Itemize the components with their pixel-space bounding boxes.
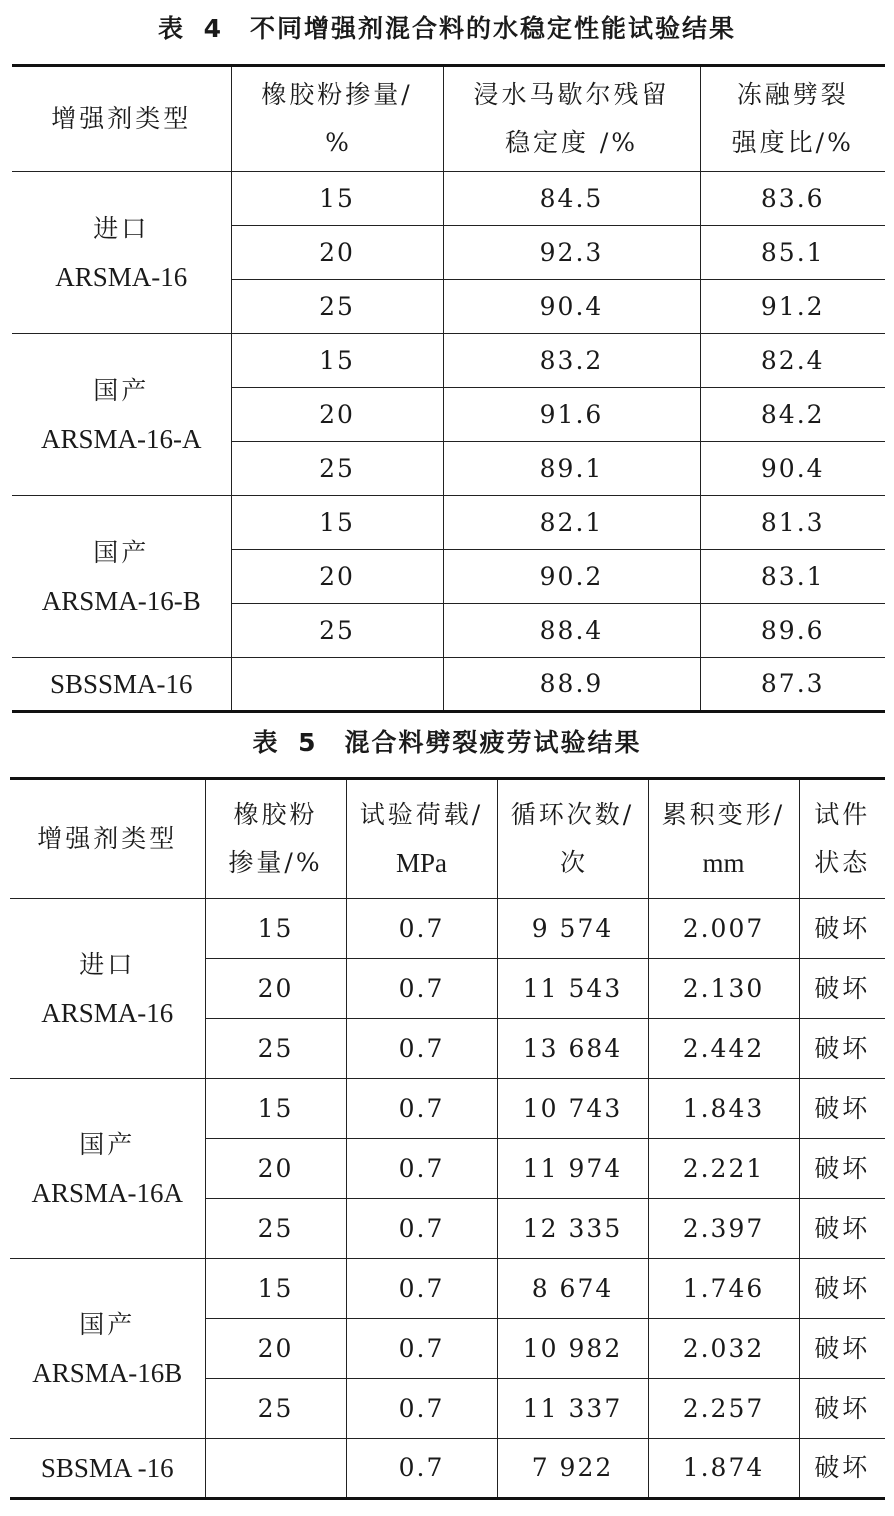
table-row xyxy=(10,1439,885,1499)
state-cell: 破坏 xyxy=(799,1079,885,1139)
marshall-cell: 92.3 xyxy=(443,226,700,280)
cycles-cell: 9 574 xyxy=(497,899,648,959)
header-specimen-state xyxy=(799,779,885,899)
cycles-cell: 8 674 xyxy=(497,1259,648,1319)
table4-water-stability xyxy=(12,64,885,713)
deform-cell: 1.874 xyxy=(648,1439,799,1499)
deform-cell: 2.130 xyxy=(648,959,799,1019)
cycles-cell: 11 974 xyxy=(497,1139,648,1199)
table5-caption: 表 5 混合料劈裂疲劳试验结果 xyxy=(252,728,642,757)
cycles-cell: 7 922 xyxy=(497,1439,648,1499)
header-marshall-line1: 浸水马歇尔残留 xyxy=(473,80,670,109)
load-cell: 0.7 xyxy=(346,1439,497,1499)
header-load-line2: MPa xyxy=(395,848,447,878)
load-cell: 0.7 xyxy=(346,1139,497,1199)
header-freeze-line2: 强度比/% xyxy=(731,128,854,157)
header-deform-line1: 累积变形/ xyxy=(661,800,786,829)
rubber-cell: 15 xyxy=(231,496,443,550)
group-origin: 进口 xyxy=(93,213,150,243)
table-row xyxy=(12,658,885,712)
group-model: ARSMA-16A xyxy=(31,1177,184,1208)
deform-cell: 2.221 xyxy=(648,1139,799,1199)
deform-cell: 1.843 xyxy=(648,1079,799,1139)
marshall-cell: 83.2 xyxy=(443,334,700,388)
header-state-line1: 试件 xyxy=(814,800,871,829)
header-marshall-line2: 稳定度 /% xyxy=(504,128,639,157)
marshall-cell: 90.2 xyxy=(443,550,700,604)
marshall-cell: 88.4 xyxy=(443,604,700,658)
cycles-cell: 11 337 xyxy=(497,1379,648,1439)
rubber-cell: 15 xyxy=(205,1259,346,1319)
state-cell: 破坏 xyxy=(799,959,885,1019)
header-rubber-line1: 橡胶粉掺量/ xyxy=(261,80,413,109)
marshall-cell: 88.9 xyxy=(443,658,700,712)
header-freeze-thaw-ratio xyxy=(700,66,885,172)
header-cycles-line1: 循环次数/ xyxy=(510,800,635,829)
load-cell: 0.7 xyxy=(346,1019,497,1079)
marshall-cell: 91.6 xyxy=(443,388,700,442)
rubber-cell: 15 xyxy=(205,1079,346,1139)
rubber-cell: 25 xyxy=(205,1379,346,1439)
header-load-line1: 试验荷载/ xyxy=(359,800,484,829)
freeze-cell: 91.2 xyxy=(700,280,885,334)
freeze-cell: 82.4 xyxy=(700,334,885,388)
group-origin: 国产 xyxy=(93,537,150,567)
freeze-cell: 90.4 xyxy=(700,442,885,496)
rubber-cell: 20 xyxy=(205,1139,346,1199)
rubber-cell: 25 xyxy=(231,280,443,334)
table5-fatigue-results xyxy=(10,777,885,1500)
deform-cell: 2.397 xyxy=(648,1199,799,1259)
rubber-cell: 20 xyxy=(231,550,443,604)
group-label xyxy=(10,1079,205,1259)
header-rubber-line1: 橡胶粉 xyxy=(233,800,318,829)
load-cell: 0.7 xyxy=(346,1259,497,1319)
header-state-line2: 状态 xyxy=(814,848,871,877)
header-deformation xyxy=(648,779,799,899)
rubber-cell: 20 xyxy=(231,226,443,280)
marshall-cell: 90.4 xyxy=(443,280,700,334)
table-row xyxy=(12,496,885,550)
freeze-cell: 83.6 xyxy=(700,172,885,226)
state-cell: 破坏 xyxy=(799,1019,885,1079)
group-label xyxy=(10,1259,205,1439)
group-model: ARSMA-16B xyxy=(32,1357,183,1388)
rubber-cell: 20 xyxy=(231,388,443,442)
header-rubber-content xyxy=(205,779,346,899)
table4-header-row xyxy=(12,66,885,172)
group-model: ARSMA-16-A xyxy=(40,423,202,454)
cycles-cell: 11 543 xyxy=(497,959,648,1019)
rubber-cell: 15 xyxy=(231,334,443,388)
header-deform-line2: mm xyxy=(702,848,745,878)
state-cell: 破坏 xyxy=(799,1259,885,1319)
group-origin: 国产 xyxy=(79,1129,136,1159)
rubber-cell: 25 xyxy=(231,442,443,496)
marshall-cell: 84.5 xyxy=(443,172,700,226)
state-cell: 破坏 xyxy=(799,1139,885,1199)
table5-header-row xyxy=(10,779,885,899)
header-marshall-stability xyxy=(443,66,700,172)
group-label xyxy=(12,334,231,496)
cycles-cell: 13 684 xyxy=(497,1019,648,1079)
cycles-cell: 12 335 xyxy=(497,1199,648,1259)
group-origin: 国产 xyxy=(79,1309,136,1339)
rubber-cell: 15 xyxy=(231,172,443,226)
table-row xyxy=(12,172,885,226)
header-enhancer-type: 增强剂类型 xyxy=(10,779,205,899)
marshall-cell: 89.1 xyxy=(443,442,700,496)
header-rubber-line2: 掺量/% xyxy=(228,848,323,877)
marshall-cell: 82.1 xyxy=(443,496,700,550)
freeze-cell: 85.1 xyxy=(700,226,885,280)
deform-cell: 1.746 xyxy=(648,1259,799,1319)
load-cell: 0.7 xyxy=(346,1379,497,1439)
load-cell: 0.7 xyxy=(346,1079,497,1139)
rubber-cell: 20 xyxy=(205,959,346,1019)
group-label xyxy=(12,172,231,334)
load-cell: 0.7 xyxy=(346,959,497,1019)
deform-cell: 2.007 xyxy=(648,899,799,959)
table-row xyxy=(10,899,885,959)
rubber-cell: 25 xyxy=(205,1199,346,1259)
group-label: SBSMA -16 xyxy=(10,1439,205,1499)
rubber-cell xyxy=(205,1439,346,1499)
rubber-cell: 25 xyxy=(205,1019,346,1079)
freeze-cell: 84.2 xyxy=(700,388,885,442)
load-cell: 0.7 xyxy=(346,1199,497,1259)
cycles-cell: 10 743 xyxy=(497,1079,648,1139)
header-rubber-line2: % xyxy=(325,128,349,157)
freeze-cell: 83.1 xyxy=(700,550,885,604)
group-label xyxy=(10,899,205,1079)
table-row xyxy=(12,334,885,388)
group-model: ARSMA-16 xyxy=(41,997,174,1028)
group-label: SBSSMA-16 xyxy=(12,658,231,712)
load-cell: 0.7 xyxy=(346,1319,497,1379)
deform-cell: 2.442 xyxy=(648,1019,799,1079)
cycles-cell: 10 982 xyxy=(497,1319,648,1379)
freeze-cell: 87.3 xyxy=(700,658,885,712)
state-cell: 破坏 xyxy=(799,1199,885,1259)
header-enhancer-type: 增强剂类型 xyxy=(12,66,231,172)
table4-caption: 表 4 不同增强剂混合料的水稳定性能试验结果 xyxy=(157,14,737,43)
header-cycles-line2: 次 xyxy=(559,848,585,877)
table-row xyxy=(10,1079,885,1139)
rubber-cell: 25 xyxy=(231,604,443,658)
table-row xyxy=(10,1259,885,1319)
load-cell: 0.7 xyxy=(346,899,497,959)
group-origin: 进口 xyxy=(79,949,136,979)
header-test-load xyxy=(346,779,497,899)
state-cell: 破坏 xyxy=(799,899,885,959)
state-cell: 破坏 xyxy=(799,1439,885,1499)
group-model: ARSMA-16 xyxy=(55,261,188,292)
header-freeze-line1: 冻融劈裂 xyxy=(736,80,849,109)
freeze-cell: 89.6 xyxy=(700,604,885,658)
rubber-cell xyxy=(231,658,443,712)
state-cell: 破坏 xyxy=(799,1379,885,1439)
deform-cell: 2.032 xyxy=(648,1319,799,1379)
state-cell: 破坏 xyxy=(799,1319,885,1379)
group-model: ARSMA-16-B xyxy=(41,585,201,616)
header-cycles xyxy=(497,779,648,899)
rubber-cell: 20 xyxy=(205,1319,346,1379)
deform-cell: 2.257 xyxy=(648,1379,799,1439)
header-rubber-content xyxy=(231,66,443,172)
group-origin: 国产 xyxy=(93,375,150,405)
group-label xyxy=(12,496,231,658)
freeze-cell: 81.3 xyxy=(700,496,885,550)
rubber-cell: 15 xyxy=(205,899,346,959)
